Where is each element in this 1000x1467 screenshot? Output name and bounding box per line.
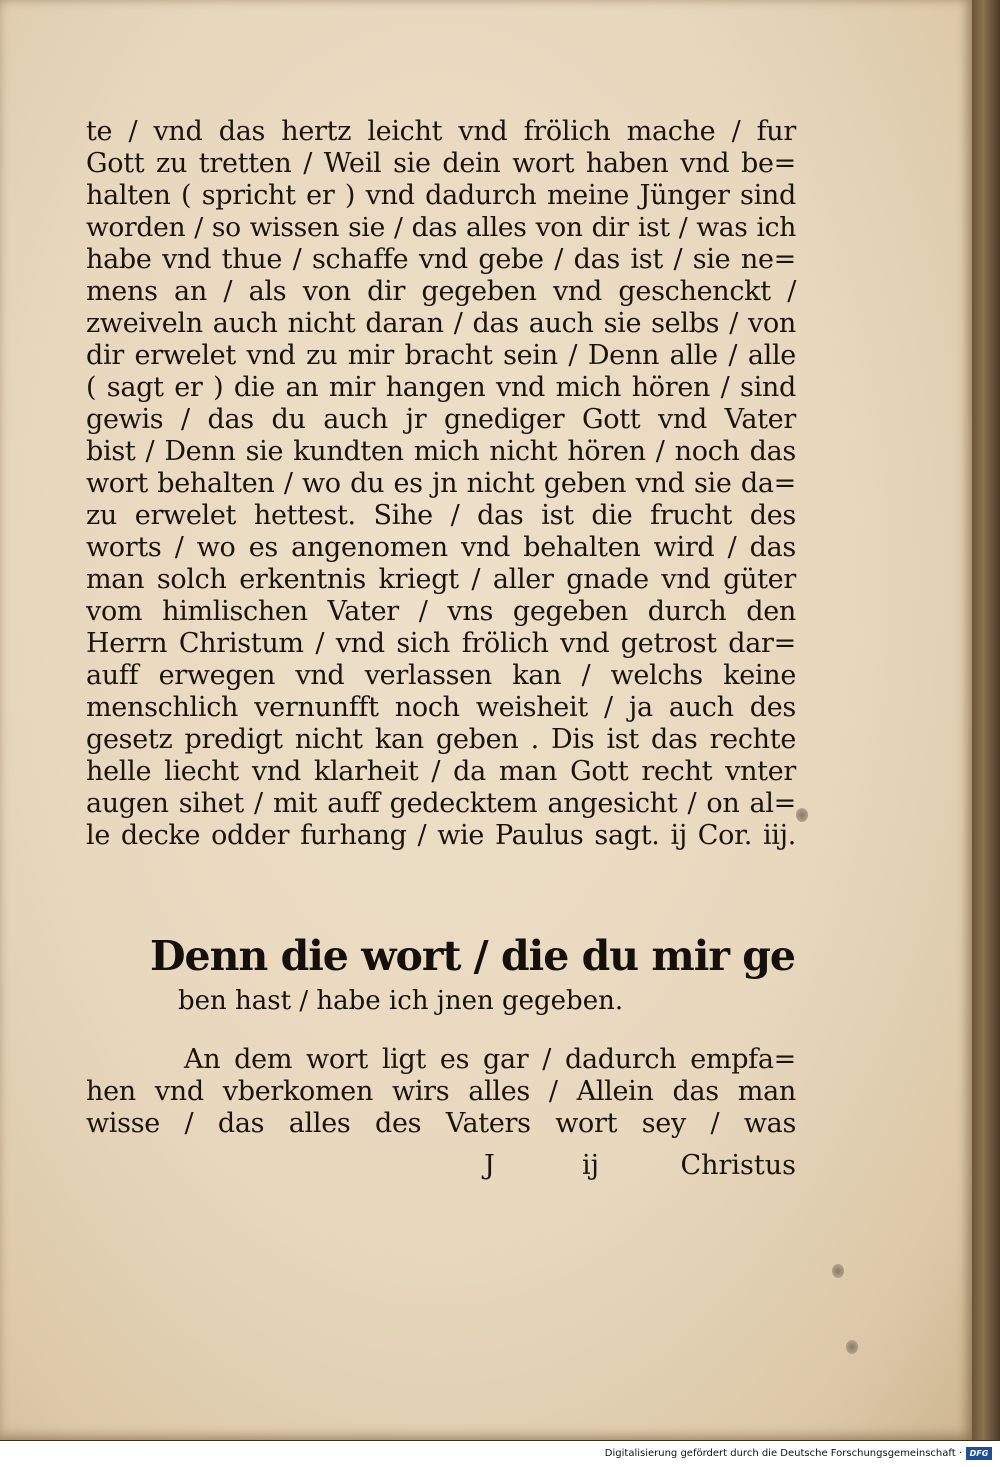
- text-line: wisse / das alles des Vaters wort sey / was: [86, 1108, 796, 1139]
- text-line: menschlich vernunfft noch weisheit / ja auch des: [86, 692, 796, 723]
- text-line: le decke odder furhang / wie Paulus sagt. ij Cor. iij.: [86, 820, 796, 851]
- dfg-logo-icon: DFG: [966, 1447, 992, 1460]
- text-line: vom himlischen Vater / vns gegeben durch den: [86, 596, 796, 627]
- text-line: zu erwelet hettest. Sihe / das ist die frucht des: [86, 500, 796, 531]
- text-line: hen vnd vberkomen wirs alles / Allein das man: [86, 1076, 796, 1107]
- text-line: dir erwelet vnd zu mir bracht sein / Denn alle / alle: [86, 340, 796, 371]
- text-line: auff erwegen vnd verlassen kan / welchs keine: [86, 660, 796, 691]
- text-line: halten ( spricht er ) vnd dadurch meine Jünger sind: [86, 180, 796, 211]
- binding-hole: [796, 808, 808, 822]
- text-line: bist / Denn sie kundten mich nicht hören / noch das: [86, 436, 796, 467]
- scripture-heading: [150, 928, 795, 1018]
- text-line: ( sagt er ) die an mir hangen vnd mich hören / sind: [86, 372, 796, 403]
- page-edge: [972, 0, 1000, 1440]
- signature-mark: J: [484, 1150, 495, 1181]
- heading-line-2: ben hast / habe ich jnen gegeben.: [178, 986, 624, 1016]
- binding-hole: [832, 1264, 844, 1278]
- footer-bar: [0, 1441, 1000, 1467]
- text-line: man solch erkentnis kriegt / aller gnade vnd güter: [86, 564, 796, 595]
- text-line: An dem wort ligt es gar / dadurch empfa=: [184, 1044, 796, 1075]
- signature-number: ij: [582, 1150, 600, 1181]
- text-line: gesetz predigt nicht kan geben . Dis ist das rechte: [86, 724, 796, 755]
- text-line: habe vnd thue / schaffe vnd gebe / das ist / sie ne=: [86, 244, 796, 275]
- binding-hole: [846, 1340, 858, 1354]
- heading-line-1: Denn die wort / die du mir ge: [150, 932, 795, 980]
- second-paragraph: [86, 1044, 796, 1140]
- text-line: zweiveln auch nicht daran / das auch sie selbs / von: [86, 308, 796, 339]
- text-line: augen sihet / mit auff gedecktem angesicht / on al=: [86, 788, 796, 819]
- text-line: Gott zu tretten / Weil sie dein wort haben vnd be=: [86, 148, 796, 179]
- text-line: helle liecht vnd klarheit / da man Gott recht vnter: [86, 756, 796, 787]
- text-line: gewis / das du auch jr gnediger Gott vnd Vater: [86, 404, 796, 435]
- body-text: [86, 116, 796, 852]
- text-line: worden / so wissen sie / das alles von dir ist / was ich: [86, 212, 796, 243]
- catchword: Christus: [680, 1150, 796, 1181]
- text-line: Herrn Christum / vnd sich frölich vnd getrost dar=: [86, 628, 796, 659]
- text-line: worts / wo es angenomen vnd behalten wird / das: [86, 532, 796, 563]
- text-line: wort behalten / wo du es jn nicht geben vnd sie da=: [86, 468, 796, 499]
- funding-credit: Digitalisierung gefördert durch die Deutsche Forschungsgemeinschaft ·: [604, 1448, 962, 1459]
- text-line: te / vnd das hertz leicht vnd frölich mache / fur: [86, 116, 796, 147]
- text-line: mens an / als von dir gegeben vnd geschenckt /: [86, 276, 796, 307]
